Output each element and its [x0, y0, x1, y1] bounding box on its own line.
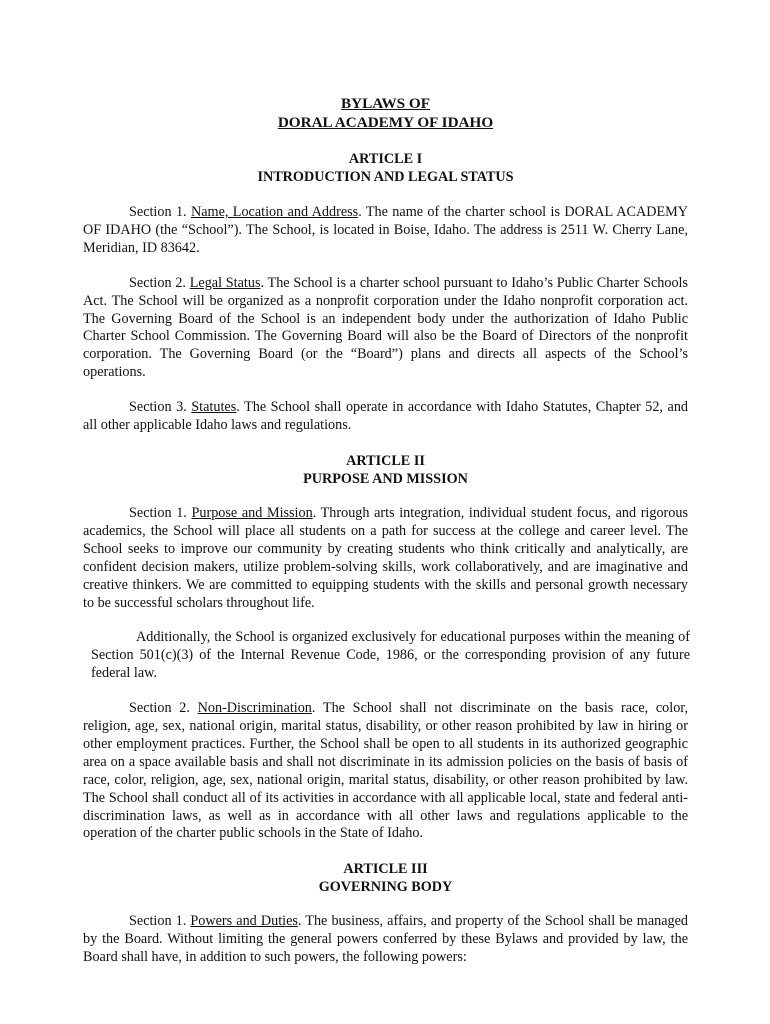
article-2	[83, 452, 688, 843]
section-term: Non-Discrimination	[197, 700, 312, 717]
section-text: . The name of the charter school is DORAL ACADEMY OF IDAHO (the “School”). The School, is located in Boise, Idaho. The address is 2511 W. Cherry Lane, Meridian, ID 83642.	[83, 204, 689, 256]
article-3-section-1	[83, 913, 688, 967]
article-heading: PURPOSE AND MISSION	[303, 470, 468, 487]
section-lead: Section 2.	[129, 274, 186, 291]
section-text: . The School shall operate in accordance with Idaho Statutes, Chapter 52, and all other applicable Idaho laws and regulations.	[83, 399, 689, 434]
article-heading: GOVERNING BODY	[318, 879, 453, 896]
article-1-section-3	[83, 399, 688, 435]
article-number: ARTICLE I	[348, 151, 423, 167]
section-term: Legal Status	[189, 274, 261, 291]
article-1-section-1	[83, 204, 688, 258]
section-term: Name, Location and Address	[190, 204, 359, 220]
article-2-section-1	[83, 505, 688, 612]
article-1-section-2	[83, 275, 688, 382]
section-text: . The business, affairs, and property of the School shall be managed by the Board. Without limiting the general powers conferred by these Bylaws and provided by law, the Board shall have, in addition to such powers, the following powers:	[83, 913, 688, 966]
article-number: ARTICLE III	[343, 861, 428, 878]
section-text: . The School shall not discriminate on the basis race, color, religion, age, sex, national origin, marital status, disability, or other reason prohibited by law in hiring or other employment practices. Further, the School shall be open to all students in its authorized geographic area on a space available basis and shall not discriminate in its admission policies on the basis of basis of race, color, religion, age, sex, national origin, marital status, disability, or other reason prohibited by law. The School shall conduct all of its activities in accordance with all applicable local, state and federal anti-discrimination laws, as well as in accordance with all other laws and regulations applicable to the operation of the charter public schools in the State of Idaho.	[83, 700, 688, 842]
section-term: Statutes	[191, 399, 237, 416]
section-text: . The School is a charter school pursuant to Idaho’s Public Charter Schools Act. The School will be organized as a nonprofit corporation under the Idaho nonprofit corporation act. The Governing Board of the School is an independent body under the authorization of Idaho Public Charter School Commission. The Governing Board will also be the Board of Directors of the nonprofit corporation. The Governing Board (or the “Board”) plans and directs all aspects of the School’s operations.	[83, 274, 688, 381]
article-heading: INTRODUCTION AND LEGAL STATUS	[257, 169, 514, 185]
section-text: . Through arts integration, individual student focus, and rigorous academics, the School will place all students on a path for success at the college and career level. The School seeks to improve our community by creating students who think critically and analytically, are confident decision makers, utilize problem-solving skills, work collaboratively, and are imaginative and creative thinkers. We are committed to equipping students with the skills and personal growth necessary to be successful scholars throughout life.	[83, 504, 688, 611]
article-2-section-2	[83, 700, 688, 843]
article-2-additional-paragraph: Additionally, the School is organized exclusively for educational purposes within the meaning of Section 501(c)(3) of the Internal Revenue Code, 1986, or the corresponding provision of any future federal law.	[91, 629, 690, 682]
article-number: ARTICLE II	[346, 452, 425, 469]
section-lead: Section 1.	[129, 913, 187, 930]
article-3	[83, 860, 688, 967]
document-page	[83, 94, 688, 967]
section-lead: Section 3.	[129, 399, 187, 416]
section-term: Powers and Duties	[190, 913, 298, 930]
article-1	[83, 150, 688, 435]
section-lead: Section 1.	[129, 504, 187, 521]
section-lead: Section 1.	[129, 204, 187, 220]
section-lead: Section 2.	[129, 700, 190, 717]
document-title-line-2: DORAL ACADEMY OF IDAHO	[277, 114, 494, 131]
document-title-line-1: BYLAWS OF	[340, 95, 431, 112]
section-term: Purpose and Mission	[191, 504, 313, 521]
